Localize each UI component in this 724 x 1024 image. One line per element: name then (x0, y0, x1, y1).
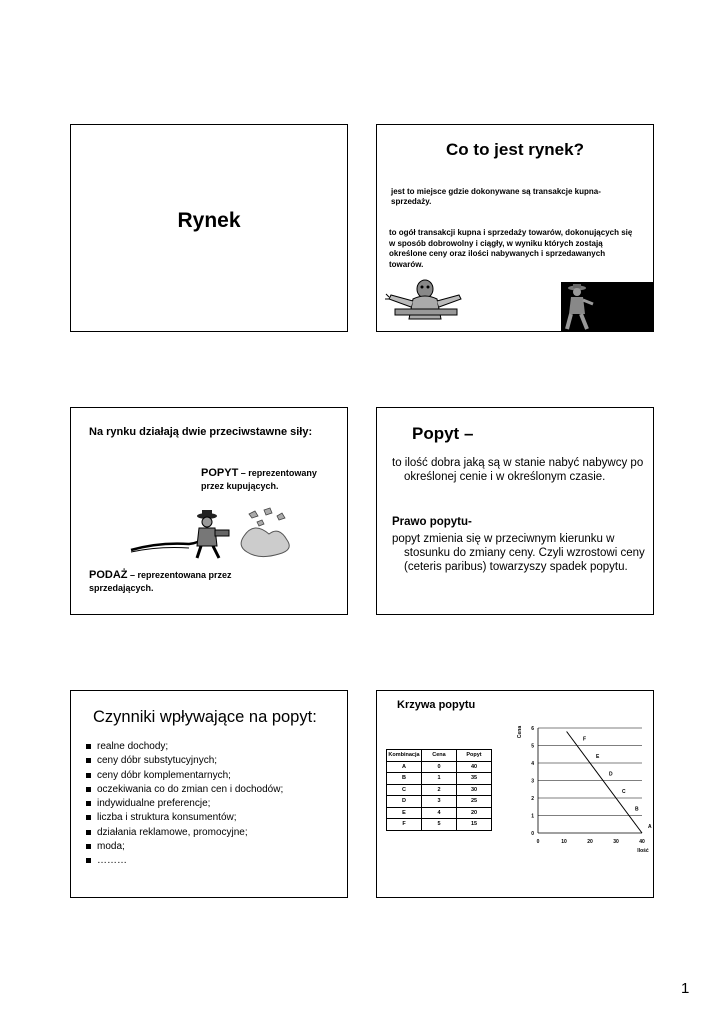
table-cell: 0 (422, 761, 457, 773)
table-header-row (387, 750, 492, 762)
x-tick-label: 10 (561, 839, 567, 845)
point-label: D (609, 771, 613, 778)
table-cell: 3 (422, 796, 457, 808)
x-tick-label: 20 (587, 839, 593, 845)
y-tick-label: 6 (531, 726, 534, 732)
y-axis-label: Cena (517, 725, 523, 739)
definition-paragraph-1: jest to miejsce gdzie dokonywane są transakcje kupna-sprzedaży. (391, 187, 601, 206)
table-cell: 40 (457, 761, 492, 773)
slide-sily-rynkowe (70, 407, 348, 615)
slide-heading: Na rynku działają dwie przeciwstawne siły: (89, 426, 313, 438)
point-label: E (596, 754, 600, 760)
list-item: ……… (85, 854, 283, 868)
table-cell: 25 (457, 796, 492, 808)
podaz-label (89, 569, 269, 595)
podaz-word: PODAŻ (89, 569, 128, 581)
popyt-label (201, 467, 341, 493)
point-label: B (635, 806, 639, 813)
table-cell: 20 (457, 807, 492, 819)
list-item: indywidualne preferencje; (85, 797, 283, 811)
table-row (387, 796, 492, 808)
point-label: A (648, 824, 652, 830)
list-item: działania reklamowe, promocyjne; (85, 826, 283, 840)
table-cell: D (387, 796, 422, 808)
table-cell: 15 (457, 819, 492, 831)
x-axis-label: Ilość (637, 848, 649, 854)
buyer-clipart-icon (561, 282, 654, 332)
y-tick-label: 1 (531, 813, 534, 820)
y-tick-label: 5 (531, 743, 534, 750)
x-tick-label: 40 (639, 839, 645, 845)
table-cell: A (387, 761, 422, 773)
buyer-clipart-panel (561, 282, 654, 332)
slide-title: Czynniki wpływające na popyt: (93, 708, 317, 726)
definition-paragraph-2: to ogół transakcji kupna i sprzedaży towarów, dokonujących się w sposób dobrowolny i ciągły, w wyniku których zostają określone ceny oraz ilości nabywanych i sprzedawanych towarów. (389, 228, 633, 269)
demand-table (386, 749, 492, 831)
point-label: C (622, 789, 626, 795)
table-header-cell: Popyt (457, 750, 492, 762)
y-tick-label: 4 (531, 761, 534, 767)
slide-czynniki (70, 690, 348, 898)
tug-of-war-clipart-icon (129, 506, 304, 566)
table-cell: E (387, 807, 422, 819)
slide-popyt (376, 407, 654, 615)
x-tick-label: 30 (613, 839, 619, 845)
slide-title: Co to jest rynek? (446, 140, 584, 159)
y-tick-label: 0 (531, 831, 534, 837)
table-cell: 35 (457, 773, 492, 785)
popyt-word: POPYT (201, 467, 239, 479)
table-row (387, 773, 492, 785)
y-tick-label: 3 (531, 778, 534, 785)
table-cell: 5 (422, 819, 457, 831)
list-item: realne dochody; (85, 740, 283, 754)
list-item: moda; (85, 840, 283, 854)
table-cell: 30 (457, 784, 492, 796)
table-cell: 2 (422, 784, 457, 796)
table-cell: 4 (422, 807, 457, 819)
list-item: oczekiwania co do zmian cen i dochodów; (85, 783, 283, 797)
page-number: 1 (681, 980, 690, 997)
law-text: popyt zmienia się w przeciwnym kierunku w stosunku do zmiany ceny. Czyli wzrostowi ceny (ceteris paribus) towarzyszy spadek popytu. (392, 533, 645, 573)
table-header-cell: Kombinacja (387, 750, 422, 762)
table-header-cell: Cena (422, 750, 457, 762)
table-cell: 1 (422, 773, 457, 785)
point-label: F (583, 736, 587, 743)
demand-curve-chart (512, 716, 654, 866)
slide-rynek (70, 124, 348, 332)
popyt-description: – reprezentowany przez kupujących. (201, 468, 317, 491)
list-item: liczba i struktura konsumentów; (85, 811, 283, 825)
table-row (387, 807, 492, 819)
slide-krzywa-popytu (376, 690, 654, 898)
demand-curve-line (567, 732, 642, 834)
podaz-description: – reprezentowana przez sprzedających. (89, 570, 232, 593)
table-row (387, 784, 492, 796)
table-cell: B (387, 773, 422, 785)
y-tick-label: 2 (531, 796, 534, 802)
slide-co-to-jest-rynek (376, 124, 654, 332)
slide-title: Rynek (177, 209, 241, 232)
merchant-clipart-icon (385, 275, 465, 325)
popyt-definition: to ilość dobra jaką są w stanie nabyć nabywcy po określonej cenie i w określonym czasie. (392, 457, 644, 483)
law-title: Prawo popytu- (392, 516, 472, 528)
table-cell: C (387, 784, 422, 796)
factors-list (85, 740, 283, 869)
list-item: ceny dóbr substytucyjnych; (85, 754, 283, 768)
table-cell: F (387, 819, 422, 831)
table-row (387, 761, 492, 773)
slide-title: Popyt – (412, 424, 474, 443)
slide-title: Krzywa popytu (397, 699, 476, 711)
table-row (387, 819, 492, 831)
x-tick-label: 0 (536, 839, 540, 845)
list-item: ceny dóbr komplementarnych; (85, 769, 283, 783)
